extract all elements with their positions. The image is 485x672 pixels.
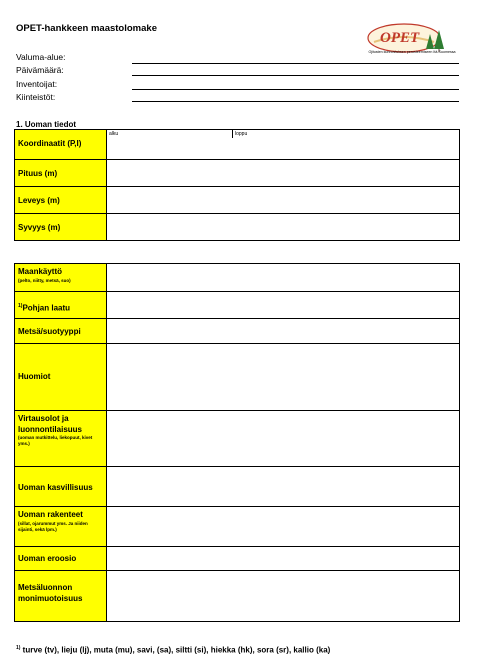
kiinteistot-line[interactable]: [132, 101, 459, 102]
monimuotoisuus-field[interactable]: [107, 571, 460, 622]
pohjan-laatu-label-cell: [15, 292, 107, 319]
leveys-label: Leveys (m): [15, 187, 107, 214]
huomiot-field[interactable]: [107, 344, 460, 411]
coord-end-field[interactable]: [233, 130, 459, 138]
metsa-suotyyppi-field[interactable]: [107, 319, 460, 344]
pohjan-laatu-label: Pohjan laatu: [22, 303, 71, 313]
pohjan-laatu-field[interactable]: [107, 292, 460, 319]
uoman-eroosio-field[interactable]: [107, 547, 460, 571]
metsa-suotyyppi-label: Metsä/suotyyppi: [15, 319, 107, 344]
coord-start-label: alku: [109, 131, 119, 137]
maankaytto-hint: (pelto, niitty, metsä, suo): [18, 277, 71, 283]
footnote-marker: 1): [18, 303, 23, 309]
inventoijat-line[interactable]: [132, 89, 459, 90]
paivamaara-label: Päivämäärä:: [16, 65, 64, 75]
huomiot-label: Huomiot: [15, 344, 107, 411]
maankaytto-field[interactable]: [107, 264, 460, 292]
pituus-label: Pituus (m): [15, 160, 107, 187]
footnote-text: turve (tv), lieju (lj), muta (mu), savi, (sa), siltti (si), hiekka (hk), sora (sr), kallio (ka): [20, 645, 331, 655]
uoman-eroosio-label: Uoman eroosio: [15, 547, 107, 571]
uoman-kasvillisuus-field[interactable]: [107, 467, 460, 507]
virtausolot-label: Virtausolot ja luonnontilaisuus: [18, 414, 82, 434]
uoman-rakenteet-hint: (sillat, ojarummut yms. Ja niiden sijainti, sekä lpm.): [18, 520, 88, 532]
monimuotoisuus-label: Metsäluonnon monimuotoisuus: [18, 583, 83, 603]
coord-end-label: loppu: [235, 131, 248, 137]
uoman-kasvillisuus-label: Uoman kasvillisuus: [15, 467, 107, 507]
valuma-alue-label: Valuma-alue:: [16, 52, 66, 62]
virtausolot-hint: (uoman mutkittelu, liekopuut, kivet yms.): [18, 435, 93, 446]
syvyys-field[interactable]: [107, 214, 460, 241]
virtausolot-label-cell: [15, 411, 107, 467]
coord-start-field[interactable]: [107, 130, 233, 138]
paivamaara-line[interactable]: [132, 75, 459, 76]
virtausolot-field[interactable]: [107, 411, 460, 467]
kiinteistot-label: Kiinteistöt:: [16, 92, 56, 102]
leveys-field[interactable]: [107, 187, 460, 214]
uoman-kuvaus-table: [14, 263, 460, 622]
pituus-field[interactable]: [107, 160, 460, 187]
uoman-tiedot-table: [14, 129, 460, 241]
valuma-alue-line[interactable]: [132, 63, 459, 64]
coord-cell: [107, 130, 460, 160]
uoman-rakenteet-label-cell: [15, 507, 107, 547]
opet-logo: [364, 20, 456, 60]
maankaytto-label: Maankäyttö: [18, 267, 63, 276]
footnote: [16, 645, 330, 655]
uoman-rakenteet-label: Uoman rakenteet: [18, 510, 83, 519]
monimuotoisuus-label-cell: [15, 571, 107, 622]
inventoijat-label: Inventoijat:: [16, 79, 58, 89]
maankaytto-label-cell: [15, 264, 107, 292]
section-title-uoman-tiedot: 1. Uoman tiedot: [16, 120, 77, 129]
logo-caption: Ojitusten kunnostuksen perusteemiseen Itä-Suomessa: [368, 50, 456, 54]
form-title: OPET-hankkeen maastolomake: [16, 23, 157, 34]
logo-text: OPET: [380, 30, 420, 46]
footnote-sup: 1): [16, 645, 21, 651]
coord-label: Koordinaatit (P,I): [15, 130, 107, 160]
uoman-rakenteet-field[interactable]: [107, 507, 460, 547]
syvyys-label: Syvyys (m): [15, 214, 107, 241]
